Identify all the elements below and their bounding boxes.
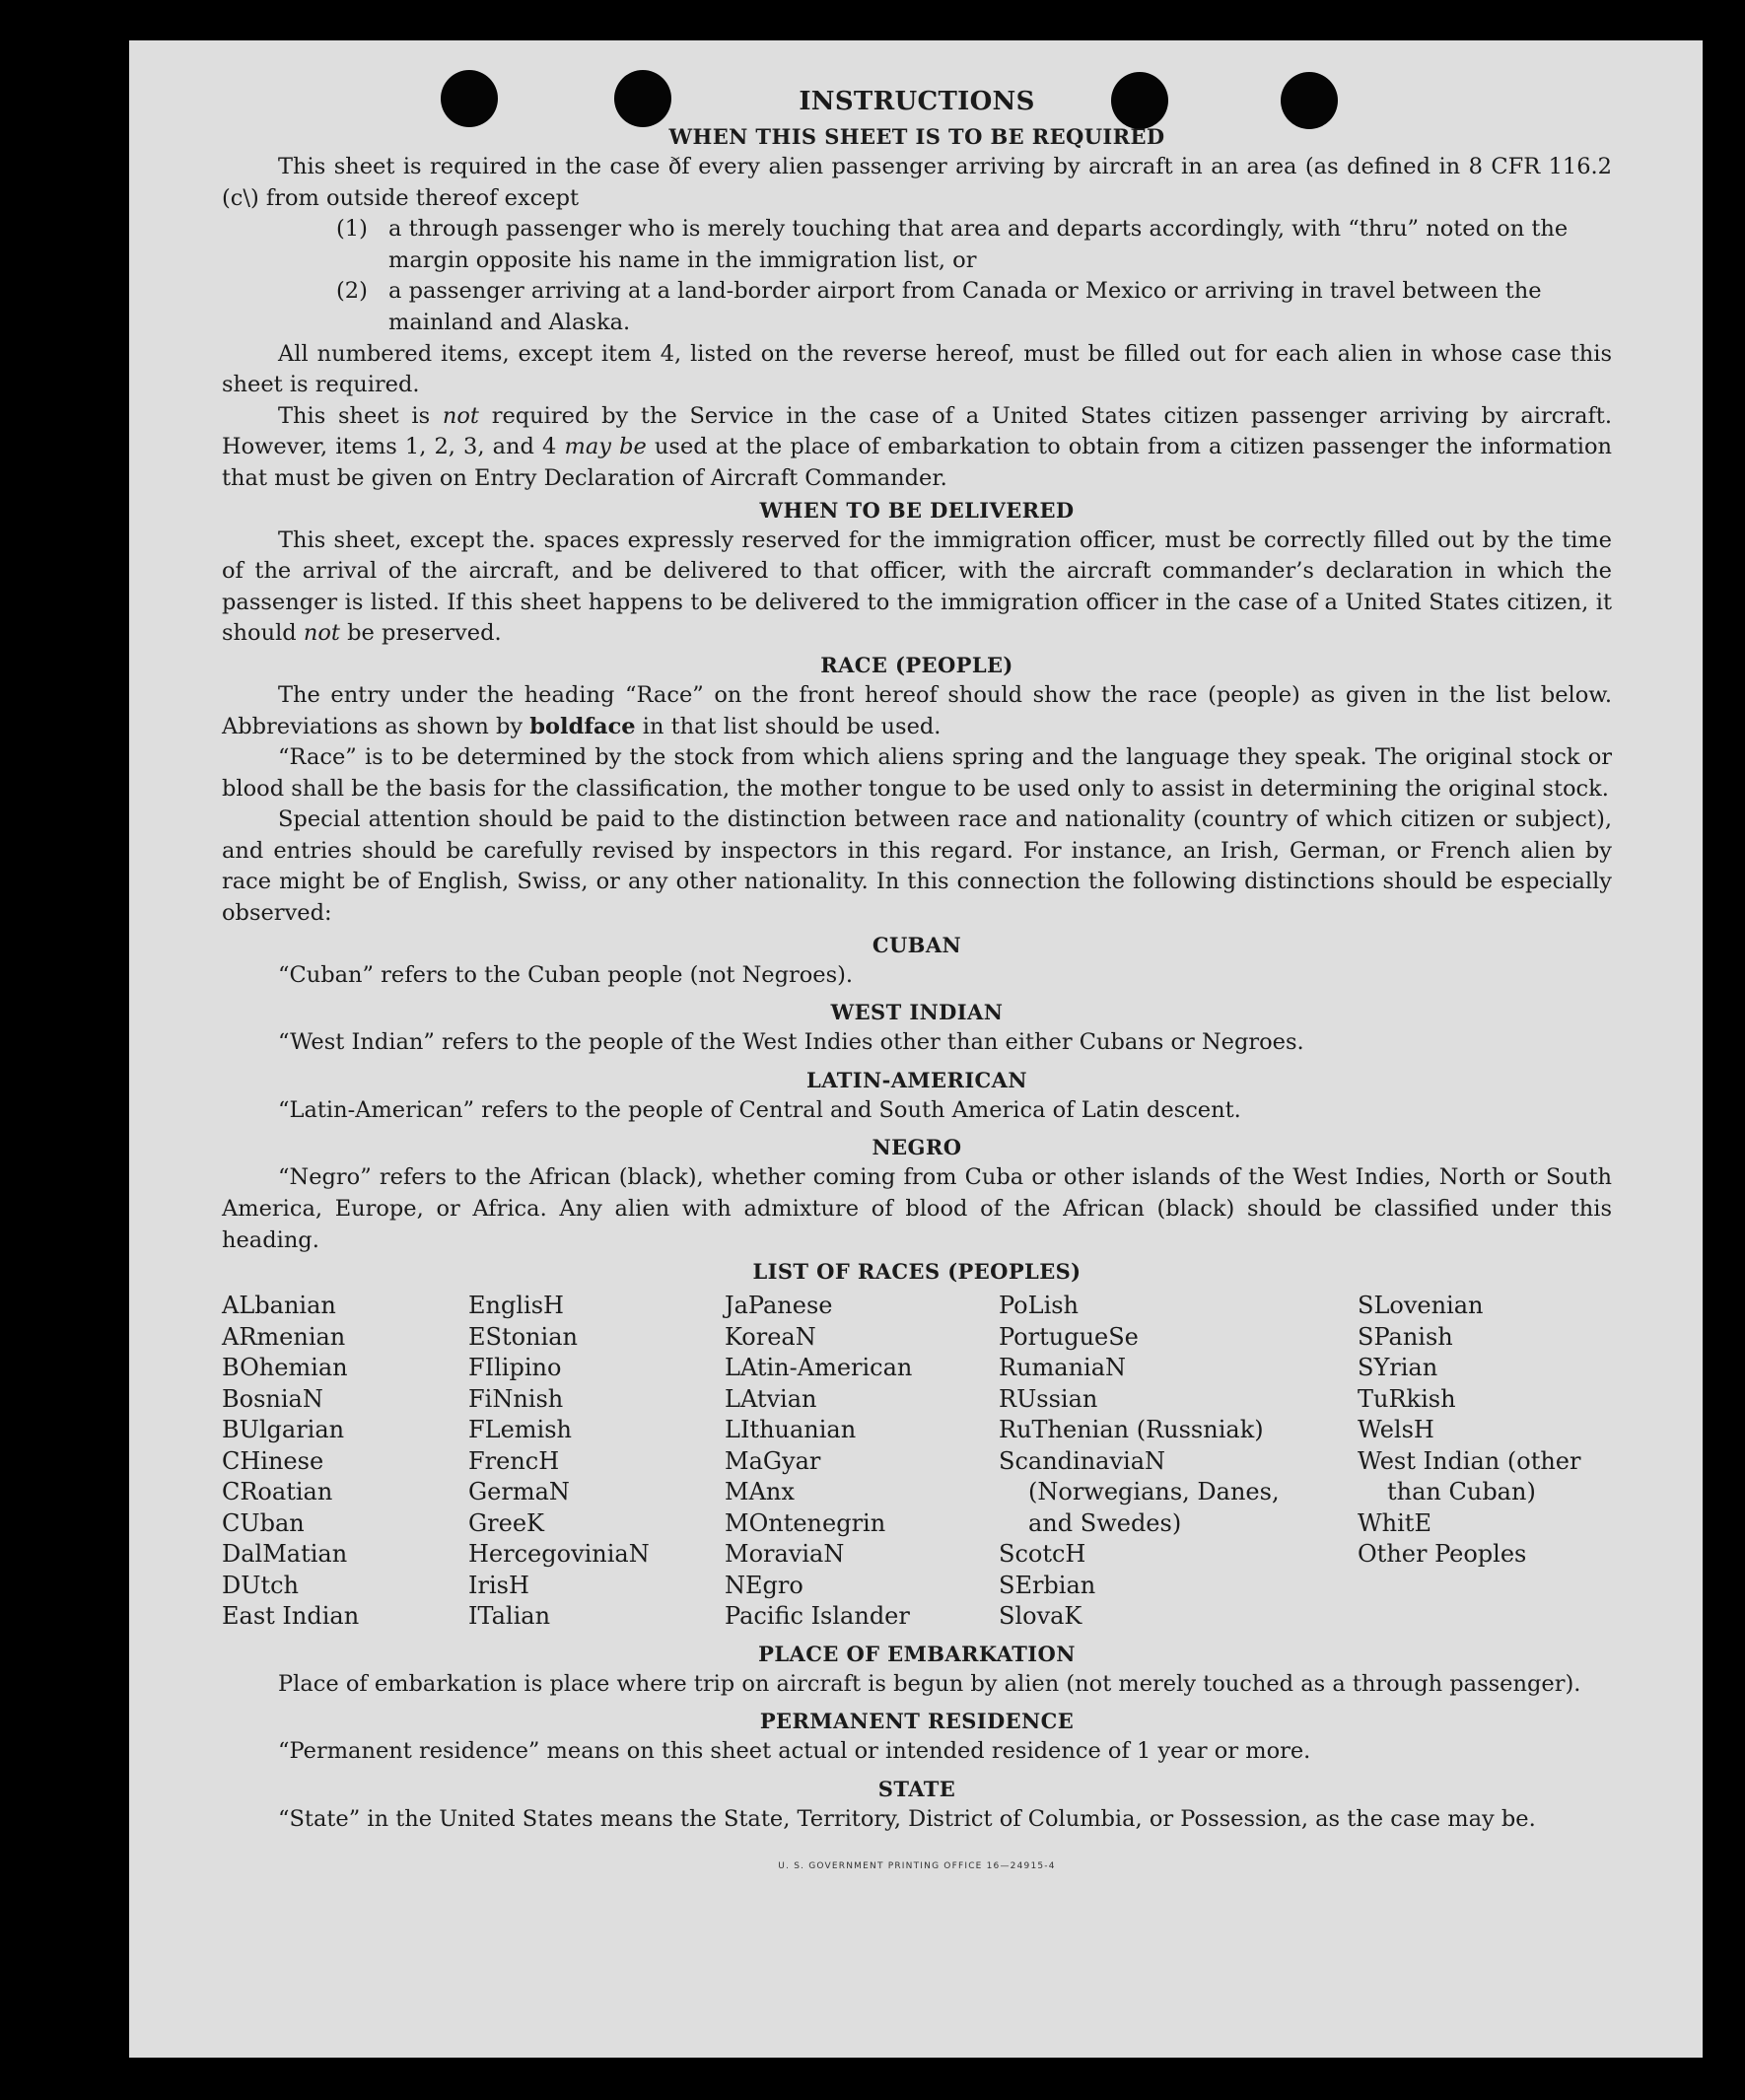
list-item: West Indian (other than Cuban) <box>1358 1446 1581 1506</box>
list-item: PoLish <box>999 1292 1080 1320</box>
list-item: IrisH <box>468 1571 529 1599</box>
list-item: NEgro <box>725 1571 803 1599</box>
paragraph: “Negro” refers to the African (black), whether coming from Cuba or other islands of the West Indies, North or South America, Europe, or Africa. Any alien with admixture of blood of the African (black) should be classified under this heading. <box>222 1164 1612 1253</box>
document-page <box>129 40 1703 2058</box>
paragraph: “Latin-American” refers to the people of Central and South America of Latin descent. <box>278 1096 1241 1123</box>
paragraph <box>222 401 1612 495</box>
race-column <box>725 1291 999 1633</box>
race-list <box>222 1291 1612 1633</box>
race-column <box>468 1291 725 1633</box>
race-column <box>1358 1291 1612 1633</box>
paragraph: This sheet is required in the case ðf every alien passenger arriving by aircraft in an area (as defined in 8 CFR 116.2 (c\) from outside thereof except <box>222 154 1612 211</box>
section-heading: LATIN-AMERICAN <box>806 1067 1027 1092</box>
list-text: a through passenger who is merely touching that area and departs accordingly, with “thru” noted on the margin opposite his name in the immigration list, or <box>388 216 1569 273</box>
list-item: ITalian <box>468 1602 551 1631</box>
list-item: East Indian <box>222 1602 360 1631</box>
list-item: FLemish <box>468 1416 572 1444</box>
text-run: The entry under the heading “Race” on the front hereof should show the race (people) as given in the list below. Abbreviations as shown by <box>222 681 1612 739</box>
list-item: MOntenegrin <box>725 1508 886 1537</box>
list-item: HercegoviniaN <box>468 1540 650 1569</box>
list-item: Other Peoples <box>1358 1540 1527 1569</box>
list-item: RumaniaN <box>999 1354 1127 1382</box>
page-title: INSTRUCTIONS <box>799 87 1035 116</box>
italic-text: may be <box>564 434 647 460</box>
list-item: FrencH <box>468 1446 560 1475</box>
section-heading: WHEN TO BE DELIVERED <box>759 497 1075 523</box>
list-item: WelsH <box>1358 1416 1434 1444</box>
printer-imprint: U. S. GOVERNMENT PRINTING OFFICE 16—24915-4 <box>778 1860 1056 1871</box>
paragraph: “State” in the United States means the State, Territory, District of Columbia, or Possession, as the case may be. <box>278 1805 1536 1832</box>
list-item: ARmenian <box>222 1322 346 1351</box>
list-item: FiNnish <box>468 1384 564 1413</box>
list-item: SLovenian <box>1358 1292 1484 1320</box>
list-item: PortugueSe <box>999 1322 1139 1351</box>
list-item: EStonian <box>468 1322 578 1351</box>
section-heading: PERMANENT RESIDENCE <box>759 1709 1075 1734</box>
text-run: used at the place of embarkation to obtain from a citizen passenger the information that must be given on Entry Declaration of Aircraft Commander. <box>222 434 1612 491</box>
text-run: be preserved. <box>339 620 502 647</box>
list-item: EnglisH <box>468 1292 564 1320</box>
text-run: in that list should be used. <box>635 713 942 739</box>
list-item: MAnx <box>725 1478 795 1506</box>
list-item: LAtvian <box>725 1384 817 1413</box>
section-heading: LIST OF RACES (PEOPLES) <box>752 1259 1082 1285</box>
document-content <box>222 82 1612 1882</box>
list-item: RUssian <box>999 1384 1098 1413</box>
section-heading: NEGRO <box>872 1135 962 1160</box>
list-text: a passenger arriving at a land-border airport from Canada or Mexico or arriving in travel between the mainland and Alaska. <box>388 278 1542 335</box>
section-heading: WHEN THIS SHEET IS TO BE REQUIRED <box>668 124 1165 149</box>
list-item: SErbian <box>999 1571 1096 1599</box>
list-item: FIlipino <box>468 1354 562 1382</box>
race-column <box>999 1291 1294 1633</box>
list-item: SlovaK <box>999 1602 1082 1631</box>
list-number: (1) <box>336 216 368 243</box>
list-item: ALbanian <box>222 1292 336 1320</box>
list-item <box>336 276 1612 338</box>
paragraph: “Permanent residence” means on this sheet actual or intended residence of 1 year or more. <box>278 1738 1311 1765</box>
list-item: ScotcH <box>999 1540 1086 1569</box>
list-item: LAtin-American <box>725 1354 913 1382</box>
paragraph: “Race” is to be determined by the stock from which aliens spring and the language they speak. The original stock or blood shall be the basis for the classification, the mother tongue to be used only to assist in determining the original stock. <box>222 744 1612 802</box>
paragraph: Place of embarkation is place where trip on aircraft is begun by alien (not merely touched as a through passenger). <box>278 1670 1581 1697</box>
list-item: CHinese <box>222 1446 324 1475</box>
list-item: CUban <box>222 1508 305 1537</box>
list-item: JaPanese <box>725 1292 833 1320</box>
italic-text: not <box>442 402 479 429</box>
paragraph: “West Indian” refers to the people of the West Indies other than either Cubans or Negroes. <box>278 1029 1304 1056</box>
list-item: BosniaN <box>222 1384 323 1413</box>
list-item: CRoatian <box>222 1478 333 1506</box>
paragraph <box>222 525 1612 650</box>
list-number: (2) <box>336 278 368 305</box>
list-item: GermaN <box>468 1478 570 1506</box>
list-item: BUlgarian <box>222 1416 345 1444</box>
section-heading: WEST INDIAN <box>830 1000 1004 1025</box>
list-item: LIthuanian <box>725 1416 857 1444</box>
list-item: SPanish <box>1358 1322 1453 1351</box>
list-item: MoraviaN <box>725 1540 845 1569</box>
list-item: SYrian <box>1358 1354 1438 1382</box>
list-item: DUtch <box>222 1571 300 1599</box>
section-heading: STATE <box>877 1776 956 1801</box>
paragraph: All numbered items, except item 4, listed on the reverse hereof, must be filled out for each alien in whose case this sheet is required. <box>222 340 1612 398</box>
section-heading: RACE (PEOPLE) <box>820 652 1013 677</box>
section-heading: CUBAN <box>872 932 962 957</box>
list-item: DalMatian <box>222 1540 348 1569</box>
paragraph: Special attention should be paid to the distinction between race and nationality (country of which citizen or subject), and entries should be carefully revised by inspectors in this regard. For instance, an Irish, German, or French alien by race might be of English, Swiss, or any other nationality. In this connection the following distinctions should be especially observed: <box>222 806 1612 927</box>
list-item: WhitE <box>1358 1508 1431 1537</box>
text-run: This sheet is <box>278 402 443 429</box>
text-run: required by the Service in the case of a United States citizen passenger arriving by aircraft. However, items 1, 2, 3, and 4 <box>222 402 1613 460</box>
list-item: MaGyar <box>725 1446 821 1475</box>
list-item: GreeK <box>468 1508 544 1537</box>
paragraph <box>222 680 1612 742</box>
list-item: Pacific Islander <box>725 1602 910 1631</box>
paragraph: “Cuban” refers to the Cuban people (not Negroes). <box>278 961 854 988</box>
list-item: KoreaN <box>725 1322 816 1351</box>
section-heading: PLACE OF EMBARKATION <box>758 1641 1076 1666</box>
text-run: This sheet, except the. spaces expressly reserved for the immigration officer, must be correctly filled out by the time of the arrival of the aircraft, and be delivered to that officer, with the aircraft commander’s declaration in which the passenger is listed. If this sheet happens to be delivered to the immigration officer in the case of a United States citizen, it should <box>222 526 1612 647</box>
list-item: RuThenian (Russniak) <box>999 1416 1264 1444</box>
italic-text: not <box>303 620 340 647</box>
list-item: BOhemian <box>222 1354 348 1382</box>
list-item: ScandinaviaN (Norwegians, Danes, and Swedes) <box>999 1446 1280 1537</box>
race-column <box>222 1291 468 1633</box>
bold-text: boldface <box>529 713 636 739</box>
list-item <box>336 214 1612 276</box>
list-item: TuRkish <box>1358 1384 1456 1413</box>
